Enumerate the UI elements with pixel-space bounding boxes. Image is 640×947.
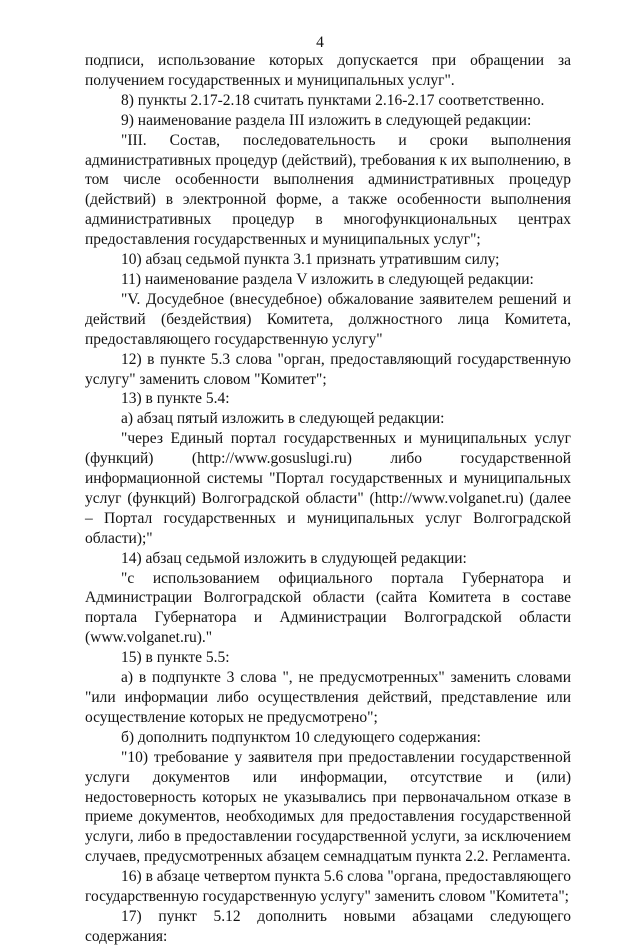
page-number: 4 (316, 34, 324, 51)
paragraph: а) абзац пятый изложить в следующей редакции: (121, 410, 445, 428)
quoted-paragraph: "с использованием официального портала Губернатора и Администрации Волгоградской области (сайта Комитета в составе портала Губернатора и Администрации Волгоградской области (www.volganet.ru)." (85, 569, 571, 647)
paragraph: 13) в пункте 5.4: (121, 390, 230, 408)
paragraph: а) в подпункте 3 слова ", не предусмотренных" заменить словами "или информации либо осуществления действий, представление или осуществление которых не предусмотрено"; (85, 669, 571, 726)
paragraph: 8) пункты 2.17-2.18 считать пунктами 2.16-2.17 соответственно. (121, 91, 545, 109)
paragraph: 10) абзац седьмой пункта 3.1 признать утратившим силу; (121, 251, 500, 269)
paragraph: 9) наименование раздела III изложить в следующей редакции: (121, 111, 532, 129)
paragraph: подписи, использование которых допускается при обращении за получением государственных и муниципальных услуг". (85, 52, 571, 89)
document-body (85, 51, 571, 947)
paragraph: 14) абзац седьмой изложить в слудующей редакции: (121, 549, 467, 567)
paragraph: б) дополнить подпунктом 10 следующего содержания: (121, 728, 481, 746)
paragraph: 12) в пункте 5.3 слова "орган, предоставляющий государственную услугу" заменить словом "Комитет"; (85, 350, 571, 388)
paragraph: 17) пункт 5.12 дополнить новыми абзацами следующего содержания: (85, 907, 571, 945)
paragraph: 15) в пункте 5.5: (121, 649, 230, 667)
quoted-paragraph: "V. Досудебное (внесудебное) обжалование заявителем решений и действий (бездействия) Комитета, должностного лица Комитета, предоставляющего государственную услугу" (85, 290, 571, 348)
quoted-paragraph: "10) требование у заявителя при предоставлении государственной услуги документов или информации, отсутствие и (или) недостоверность которых не указывались при первоначальном отказе в приеме документов, необходимых для предоставления государственной услуги, либо в предоставлении государственной услуги, за исключением случаев, предусмотренных абзацем семнадцатым пункта 2.2. Регламента. (85, 748, 571, 866)
paragraph: 11) наименование раздела V изложить в следующей редакции: (121, 270, 534, 288)
paragraph: 16) в абзаце четвертом пункта 5.6 слова "органа, предоставляющего государственную государственную услугу" заменить словом "Комитета"; (85, 868, 571, 906)
quoted-paragraph: "через Единый портал государственных и муниципальных услуг (функций) (http://www.gosuslugi.ru) либо государственной информационной системы "Портал государственных и муниципальных услуг (функций) Волгоградской области" (http://www.volganet.ru) (далее – Портал государственных и муниципальных услуг Волгоградской области);" (85, 430, 571, 547)
quoted-paragraph: "III. Состав, последовательность и сроки выполнения административных процедур (действий), требования к их выполнению, в том числе особенности выполнения административных процедур (действий) в электронной форме, а также особенности выполнения административных процедур в многофункциональных центрах предоставления государственных и муниципальных услуг"; (85, 131, 571, 249)
